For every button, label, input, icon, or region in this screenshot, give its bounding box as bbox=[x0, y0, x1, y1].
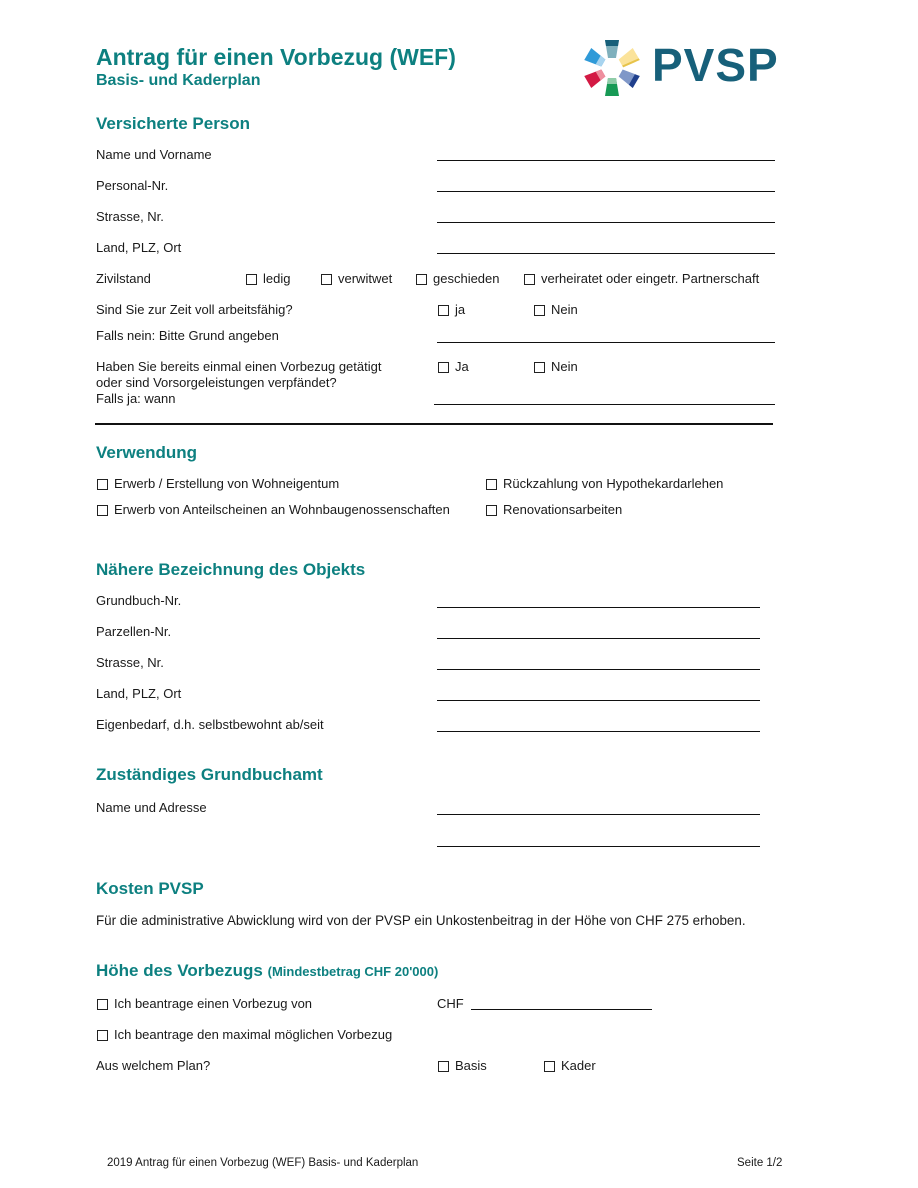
eigenbedarf-input-line[interactable] bbox=[437, 731, 760, 732]
betrag-input-line[interactable] bbox=[471, 1009, 652, 1010]
grund-label: Falls nein: Bitte Grund angeben bbox=[96, 328, 279, 343]
wann-input-line[interactable] bbox=[434, 404, 775, 405]
checkbox[interactable] bbox=[438, 362, 449, 373]
checkbox[interactable] bbox=[534, 305, 545, 316]
section-heading-objekt: Nähere Bezeichnung des Objekts bbox=[96, 560, 366, 579]
personal-nr-input-line[interactable] bbox=[437, 191, 775, 192]
checkbox[interactable] bbox=[97, 505, 108, 516]
zivilstand-option-geschieden[interactable]: geschieden bbox=[416, 271, 500, 287]
option-vorbezug-maximal[interactable]: Ich beantrage den maximal möglichen Vorbezug bbox=[97, 1027, 392, 1043]
verwendung-option-renovation[interactable]: Renovationsarbeiten bbox=[486, 502, 622, 518]
field-label-name: Name und Vorname bbox=[96, 147, 212, 162]
ort-input-line[interactable] bbox=[437, 253, 775, 254]
section-heading-grundbuchamt: Zuständiges Grundbuchamt bbox=[96, 765, 323, 784]
field-label-name-adresse: Name und Adresse bbox=[96, 800, 207, 815]
grundbuchamt-input-line-1[interactable] bbox=[437, 814, 760, 815]
verwendung-option-anteilscheine[interactable]: Erwerb von Anteilscheinen an Wohnbaugenossenschaften bbox=[97, 502, 450, 518]
section-heading-verwendung: Verwendung bbox=[96, 443, 198, 462]
plan-option-basis[interactable]: Basis bbox=[438, 1058, 487, 1074]
form-title: Antrag für einen Vorbezug (WEF) bbox=[96, 44, 456, 70]
grundbuch-nr-input-line[interactable] bbox=[437, 607, 760, 608]
field-label-objekt-strasse: Strasse, Nr. bbox=[96, 655, 164, 670]
checkbox[interactable] bbox=[438, 305, 449, 316]
footer-page-number: Seite 1/2 bbox=[737, 1157, 783, 1169]
pvsp-logo-icon bbox=[582, 38, 642, 98]
checkbox[interactable] bbox=[97, 999, 108, 1010]
objekt-strasse-input-line[interactable] bbox=[437, 669, 760, 670]
field-label-ort: Land, PLZ, Ort bbox=[96, 240, 182, 255]
arbeitsfaehig-option-ja[interactable]: ja bbox=[438, 302, 465, 318]
kosten-text: Für die administrative Abwicklung wird von der PVSP ein Unkostenbeitrag in der Höhe von CHF 275 erhoben. bbox=[96, 913, 746, 928]
zivilstand-option-ledig[interactable]: ledig bbox=[246, 271, 290, 287]
section-heading-hoehe: Höhe des Vorbezugs (Mindestbetrag CHF 20'000) bbox=[96, 961, 439, 980]
arbeitsfaehig-label: Sind Sie zur Zeit voll arbeitsfähig? bbox=[96, 302, 293, 317]
section-heading-kosten: Kosten PVSP bbox=[96, 879, 204, 898]
checkbox[interactable] bbox=[534, 362, 545, 373]
plan-label: Aus welchem Plan? bbox=[96, 1058, 211, 1073]
vorbezug-bereits-label-1: Haben Sie bereits einmal einen Vorbezug getätigt bbox=[96, 359, 382, 374]
verwendung-option-wohneigentum[interactable]: Erwerb / Erstellung von Wohneigentum bbox=[97, 476, 339, 492]
zivilstand-label: Zivilstand bbox=[96, 271, 151, 286]
checkbox[interactable] bbox=[438, 1061, 449, 1072]
mindestbetrag-note: (Mindestbetrag CHF 20'000) bbox=[267, 964, 439, 979]
checkbox[interactable] bbox=[524, 274, 535, 285]
checkbox[interactable] bbox=[246, 274, 257, 285]
field-label-personal-nr: Personal-Nr. bbox=[96, 178, 169, 193]
parzellen-nr-input-line[interactable] bbox=[437, 638, 760, 639]
field-label-objekt-ort: Land, PLZ, Ort bbox=[96, 686, 182, 701]
arbeitsfaehig-option-nein[interactable]: Nein bbox=[534, 302, 578, 318]
grund-input-line[interactable] bbox=[437, 342, 775, 343]
checkbox[interactable] bbox=[486, 505, 497, 516]
option-vorbezug-betrag[interactable]: Ich beantrage einen Vorbezug von bbox=[97, 996, 312, 1012]
plan-option-kader[interactable]: Kader bbox=[544, 1058, 596, 1074]
field-label-parzellen-nr: Parzellen-Nr. bbox=[96, 624, 172, 639]
zivilstand-option-verheiratet[interactable]: verheiratet oder eingetr. Partnerschaft bbox=[524, 271, 759, 287]
vorbezug-bereits-option-ja[interactable]: Ja bbox=[438, 359, 469, 375]
checkbox[interactable] bbox=[97, 1030, 108, 1041]
objekt-ort-input-line[interactable] bbox=[437, 700, 760, 701]
pvsp-logo-text: PVSP bbox=[652, 39, 779, 91]
checkbox[interactable] bbox=[486, 479, 497, 490]
field-label-strasse: Strasse, Nr. bbox=[96, 209, 164, 224]
checkbox[interactable] bbox=[321, 274, 332, 285]
verwendung-option-rueckzahlung[interactable]: Rückzahlung von Hypothekardarlehen bbox=[486, 476, 723, 492]
section-divider bbox=[95, 423, 773, 425]
checkbox[interactable] bbox=[416, 274, 427, 285]
wann-label: Falls ja: wann bbox=[96, 391, 176, 406]
footer-document-title: 2019 Antrag für einen Vorbezug (WEF) Basis- und Kaderplan bbox=[107, 1157, 419, 1169]
name-input-line[interactable] bbox=[437, 160, 775, 161]
currency-label: CHF bbox=[437, 996, 464, 1011]
checkbox[interactable] bbox=[544, 1061, 555, 1072]
field-label-grundbuch-nr: Grundbuch-Nr. bbox=[96, 593, 182, 608]
section-heading-versicherte-person: Versicherte Person bbox=[96, 114, 251, 133]
form-subtitle: Basis- und Kaderplan bbox=[96, 72, 261, 89]
checkbox[interactable] bbox=[97, 479, 108, 490]
strasse-input-line[interactable] bbox=[437, 222, 775, 223]
zivilstand-option-verwitwet[interactable]: verwitwet bbox=[321, 271, 392, 287]
grundbuchamt-input-line-2[interactable] bbox=[437, 846, 760, 847]
field-label-eigenbedarf: Eigenbedarf, d.h. selbstbewohnt ab/seit bbox=[96, 717, 324, 732]
vorbezug-bereits-option-nein[interactable]: Nein bbox=[534, 359, 578, 375]
vorbezug-bereits-label-2: oder sind Vorsorgeleistungen verpfändet? bbox=[96, 375, 337, 390]
